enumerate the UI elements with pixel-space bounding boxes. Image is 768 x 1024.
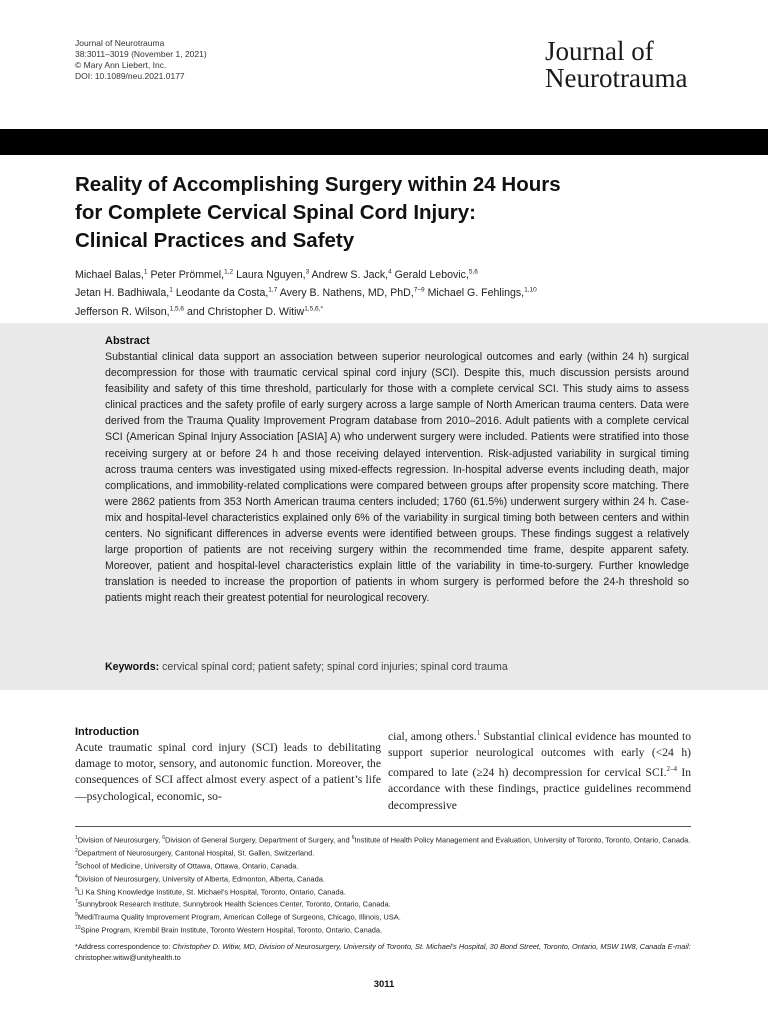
journal-name: Journal of Neurotrauma [75, 38, 165, 48]
affiliation: $^7$Sunnybrook Research Institute, Sunnybrook Health Sciences Center, Toronto, Ontario, Canada. [75, 899, 391, 909]
author-list [75, 264, 715, 320]
keywords-label: Keywords: [105, 661, 160, 673]
affiliation: $^3$School of Medicine, University of Ottawa, Ottawa, Ontario, Canada. [75, 860, 299, 871]
journal-volume: 38:3011–3019 (November 1, 2021) [75, 49, 207, 59]
footnote-divider [75, 826, 691, 827]
author: Michael Balas,$^1$ [75, 268, 148, 281]
citation: 2–4 [666, 765, 677, 774]
introduction-text-left: Acute traumatic spinal cord injury (SCI) leads to debilitating damage to motor, sensory, and autonomic function. Moreover, the consequences of SCI affect almost every aspect of a patient’s life—psychological, economic, so- [75, 741, 381, 803]
journal-meta [75, 38, 207, 82]
author: and Christopher D. Witiw$^{1,5,6,*}$ [187, 305, 323, 318]
affiliation: $^9$MediTrauma Quality Improvement Program, American College of Surgeons, Chicago, Illinois, USA. [75, 912, 401, 922]
title-line-3: Clinical Practices and Safety [75, 229, 355, 252]
author: Laura Nguyen,$^3$ [236, 268, 310, 281]
affiliation: $^4$Division of Neurosurgery, University of Alberta, Edmonton, Alberta, Canada. [75, 873, 325, 884]
article-title [75, 171, 695, 255]
journal-doi: DOI: 10.1089/neu.2021.0177 [75, 71, 185, 81]
correspondence [75, 941, 695, 963]
author: Peter Prömmel,$^{1,2}$ [150, 268, 234, 281]
introduction-text-right: cial, among others.$^1$ Substantial clinical evidence has mounted to support superior neurological outcomes with early (<24 h) compared to late (≥24 h) decompression for cervical SCI.$^{2-4}$ In accordance with these findings, practice guidelines recommend decompressive [388, 729, 691, 812]
abstract-text: Substantial clinical data support an association between superior neurological outcomes and early (within 24 h) surgical decompression for those with traumatic cervical spinal cord injury (SCI). Despite this, much discussion persists around feasibility and safety of this time threshold, particularly for those with a complete cervical SCI. This study aims to assess clinical practices and the safety profile of early surgery across a large sample of North American trauma centers. Data were derived from the Trauma Quality Improvement Program database from 2010–2016. Adult patients with a complete cervical SCI (American Spinal Injury Association [ASIA] A) who underwent surgery were included. Patients were stratified into those receiving surgery at or before 24 h and those receiving delayed intervention. Risk-adjusted variability in surgical timing across trauma centers was investigated using mixed-effects regression. In-hospital adverse events including death, major complications, and immobility-related complications were compared between groups after propensity score matching. There were 2862 patients from 353 North American trauma centers included; 1760 (61.5%) underwent surgery within 24 h. Case-mix and hospital-level characteristics explained only 6% of the variability in surgical timing both between centers and within centers. No significant differences in adverse events were identified between groups. These findings suggest a relatively large proportion of patients are not receiving surgery within the recommended time frame, despite apparent safety. Moreover, patient and hospital-level characteristics explain little of the variability in time-to-surgery. Further knowledge translation is needed to increase the proportion of patients in whom surgery is performed before the 24-h threshold so patients might reach their greatest potential for neurological recovery. [105, 351, 689, 605]
affiliation: $^1$Division of Neurosurgery, $^6$Division of General Surgery, Department of Surgery, and $^6$Institute of Health Policy Management and Evaluation, University of Toronto, Toronto, Ontario, Canada. [75, 835, 691, 845]
journal-copyright: © Mary Ann Liebert, Inc. [75, 60, 167, 70]
affiliation: $^{10}$Spine Program, Krembil Brain Institute, Toronto Western Hospital, Toronto, Ontario, Canada. [75, 925, 383, 935]
email-label: E-mail: [665, 942, 691, 951]
intro-right-column [388, 725, 691, 814]
introduction-heading: Introduction [75, 726, 140, 738]
header-bar [0, 129, 768, 155]
keywords [105, 660, 705, 674]
affiliation: $^2$Department of Neurosurgery, Cantonal Hospital, St. Gallen, Switzerland. [75, 847, 315, 858]
journal-logo-line1: Journal of [545, 36, 654, 66]
author: Jetan H. Badhiwala,$^1$ [75, 286, 173, 300]
keywords-list: cervical spinal cord; patient safety; spinal cord injuries; spinal cord trauma [162, 661, 508, 673]
title-line-1: Reality of Accomplishing Surgery within 24 Hours [75, 173, 561, 196]
affiliations [75, 833, 695, 936]
intro-left-column [75, 725, 381, 805]
author: Leodante da Costa,$^{1,7}$ [175, 286, 278, 300]
page-number: 3011 [373, 979, 395, 990]
correspondence-address: Christopher D. Witiw, MD, Division of Neurosurgery, University of Toronto, St. Michael’s Hospital, 30 Bond Street, Toronto, Ontario, MSW 1W8, Canada [172, 942, 666, 951]
correspondence-label: *Address correspondence to: [75, 942, 173, 951]
author: Jefferson R. Wilson,$^{1,5,6}$ [75, 305, 185, 318]
author: Gerald Lebovic,$^{5,6}$ [394, 268, 478, 281]
author: Andrew S. Jack,$^4$ [311, 268, 392, 281]
author: Michael G. Fehlings,$^{1,10}$ [427, 286, 537, 300]
author: Avery B. Nathens, MD, PhD,$^{7-9}$ [279, 286, 425, 300]
abstract-heading: Abstract [105, 335, 150, 347]
citation: 1 [476, 729, 481, 737]
correspondence-email[interactable]: christopher.witiw@unityhealth.to [75, 953, 181, 962]
journal-logo-line2: Neurotrauma [545, 63, 688, 93]
affiliation: $^5$Li Ka Shing Knowledge Institute, St. Michael’s Hospital, Toronto, Ontario, Canada. [75, 886, 346, 896]
title-line-2: for Complete Cervical Spinal Cord Injury: [75, 201, 476, 224]
journal-logo [545, 38, 687, 92]
